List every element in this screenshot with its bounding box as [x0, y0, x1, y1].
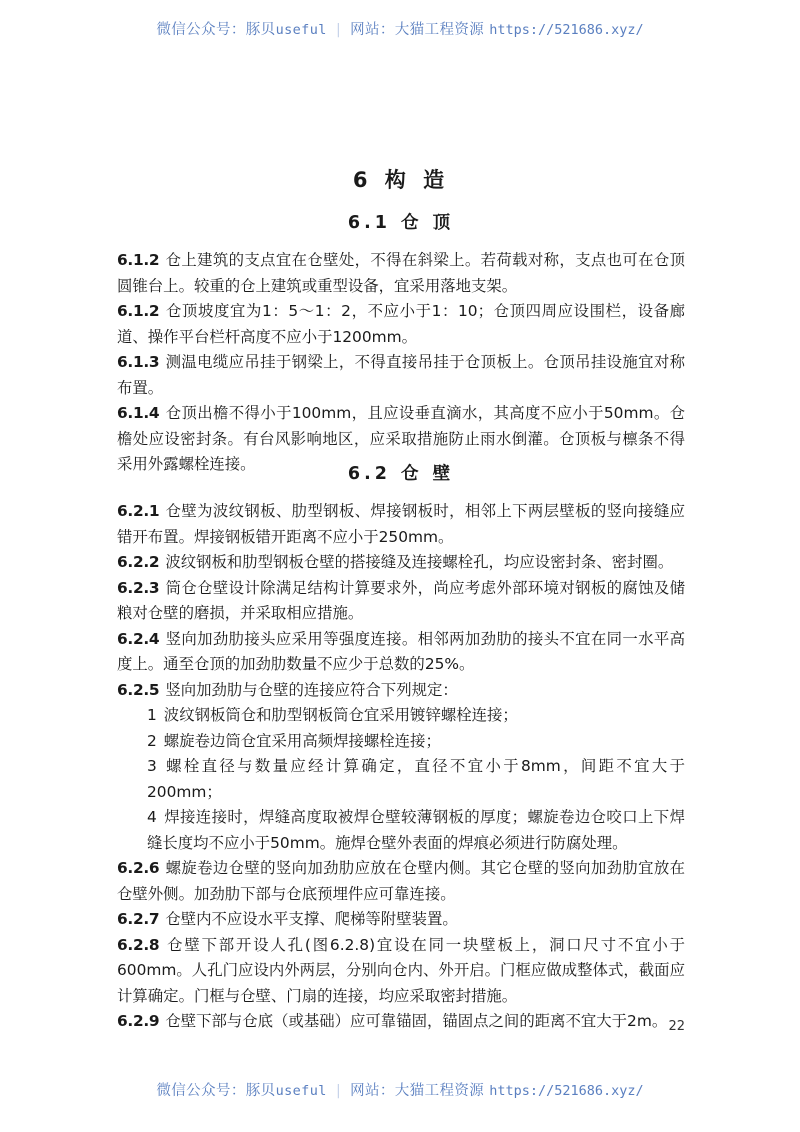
header-separator: | — [335, 22, 342, 38]
paragraph-number: 6.2.9 — [117, 1012, 160, 1030]
paragraph-number: 6.2.7 — [117, 910, 160, 928]
paragraph-text: 螺旋卷边仓壁的竖向加劲肋应放在仓壁内侧。其它仓壁的竖向加劲肋宜放在仓壁外侧。加劲肋下部与仓底预埋件应可靠连接。 — [117, 859, 685, 903]
paragraph — [117, 933, 685, 1010]
paragraph — [117, 350, 685, 401]
footer-site-name: 大猫工程资源 — [394, 1083, 485, 1099]
paragraph-text: 仓上建筑的支点宜在仓壁处，不得在斜梁上。若荷载对称，支点也可在仓顶圆锥台上。较重的仓上建筑或重型设备，宜采用落地支架。 — [117, 251, 685, 295]
list-item-number: 2 — [147, 731, 157, 750]
paragraph-text: 竖向加劲肋与仓壁的连接应符合下列规定： — [165, 680, 458, 699]
page-number: 22 — [668, 1019, 685, 1034]
footer-site-label: 网站： — [350, 1083, 395, 1099]
list-item-number: 1 — [147, 706, 157, 724]
paragraph-number: 6.2.2 — [117, 553, 160, 571]
footer-wechat-name-latin: useful — [275, 1083, 327, 1099]
paragraph-text: 仓壁下部开设人孔(图6.2.8)宜设在同一块壁板上，洞口尺寸不宜小于600mm。人孔门应设内外两层，分别向仓内、外开启。门框应做成整体式，截面应计算确定。门框与仓壁、门扇的连接，均应采取密封措施。 — [117, 935, 685, 1005]
footer-separator: | — [335, 1083, 342, 1099]
paragraph-number: 6.1.4 — [117, 404, 160, 422]
list-item-text: 螺栓直径与数量应经计算确定，直径不宜小于8mm，间距不宜大于200mm； — [147, 757, 685, 801]
paragraph-number: 6.1.2 — [117, 251, 160, 269]
paragraph — [117, 550, 685, 576]
list-item-text: 焊接连接时，焊缝高度取被焊仓壁较薄钢板的厚度；螺旋卷边仓咬口上下焊缝长度均不应小于50mm。施焊仓壁外表面的焊痕必须进行防腐处理。 — [147, 808, 685, 852]
paragraph — [117, 499, 685, 550]
paragraph — [117, 678, 685, 704]
list-item — [117, 703, 685, 729]
footer-watermark — [0, 1079, 800, 1100]
list-item — [117, 754, 685, 805]
paragraph-text: 仓顶出檐不得小于100mm，且应设垂直滴水，其高度不应小于50mm。仓檐处应设密封条。有台风影响地区，应采取措施防止雨水倒灌。仓顶板与檩条不得采用外露螺栓连接。 — [117, 404, 685, 473]
list-item — [117, 729, 685, 755]
list-item-number: 3 — [147, 757, 157, 775]
paragraph — [117, 627, 685, 678]
paragraph-number: 6.2.3 — [117, 578, 160, 597]
paragraph-number: 6.1.2 — [117, 302, 160, 320]
section-6-1-body — [117, 248, 685, 478]
paragraph-number: 6.2.6 — [117, 859, 160, 877]
paragraph-text: 竖向加劲肋接头应采用等强度连接。相邻两加劲肋的接头不宜在同一水平高度上。通至仓顶的加劲肋数量不应少于总数的25%。 — [117, 629, 685, 673]
header-site-url: https://521686.xyz/ — [489, 22, 644, 38]
paragraph-text: 波纹钢板和肋型钢板仓壁的搭接缝及连接螺栓孔，均应设密封条、密封圈。 — [165, 553, 674, 571]
footer-site-url: https://521686.xyz/ — [489, 1083, 644, 1099]
list-item-text: 波纹钢板筒仓和肋型钢板筒仓宜采用镀锌螺栓连接； — [163, 706, 518, 724]
list-item — [117, 805, 685, 856]
paragraph-text: 仓壁为波纹钢板、肋型钢板、焊接钢板时，相邻上下两层壁板的竖向接缝应错开布置。焊接钢板错开距离不应小于250mm。 — [117, 502, 685, 546]
list-item-number: 4 — [147, 808, 157, 826]
paragraph-number: 6.2.1 — [117, 502, 160, 520]
paragraph-number: 6.2.5 — [117, 680, 160, 699]
paragraph-text: 测温电缆应吊挂于钢梁上，不得直接吊挂于仓顶板上。仓顶吊挂设施宜对称布置。 — [117, 353, 685, 397]
paragraph — [117, 856, 685, 907]
paragraph-number: 6.1.3 — [117, 353, 160, 371]
paragraph — [117, 299, 685, 350]
header-site-label: 网站： — [350, 22, 395, 38]
paragraph — [117, 248, 685, 299]
paragraph-number: 6.2.8 — [117, 935, 160, 954]
paragraph — [117, 907, 685, 933]
header-watermark — [0, 18, 800, 39]
paragraph — [117, 576, 685, 627]
paragraph-text: 仓壁下部与仓底（或基础）应可靠锚固，锚固点之间的距离不宜大于2m。 — [165, 1012, 668, 1030]
section-6-2-body — [117, 499, 685, 1035]
section-title-6-2: 6.2 仓 壁 — [347, 464, 455, 484]
footer-wechat-name-cn: 豚贝 — [245, 1083, 276, 1099]
paragraph-text: 仓顶坡度宜为1：5～1：2，不应小于1：10；仓顶四周应设围栏，设备廊道、操作平台栏杆高度不应小于1200mm。 — [117, 302, 685, 346]
header-site-name: 大猫工程资源 — [394, 22, 485, 38]
section-title-6-1: 6.1 仓 顶 — [347, 213, 455, 233]
chapter-title: 6 构 造 — [352, 168, 450, 192]
header-wechat-name-cn: 豚贝 — [245, 22, 276, 38]
paragraph-number: 6.2.4 — [117, 629, 160, 648]
paragraph-text: 筒仓仓壁设计除满足结构计算要求外，尚应考虑外部环境对钢板的腐蚀及储粮对仓壁的磨损，并采取相应措施。 — [117, 578, 685, 622]
header-wechat-label: 微信公众号： — [156, 22, 246, 38]
footer-wechat-label: 微信公众号： — [156, 1083, 246, 1099]
paragraph-text: 仓壁内不应设水平支撑、爬梯等附壁装置。 — [165, 910, 458, 928]
list-item-text: 螺旋卷边筒仓宜采用高频焊接螺栓连接； — [163, 731, 441, 750]
header-wechat-name-latin: useful — [275, 22, 327, 38]
